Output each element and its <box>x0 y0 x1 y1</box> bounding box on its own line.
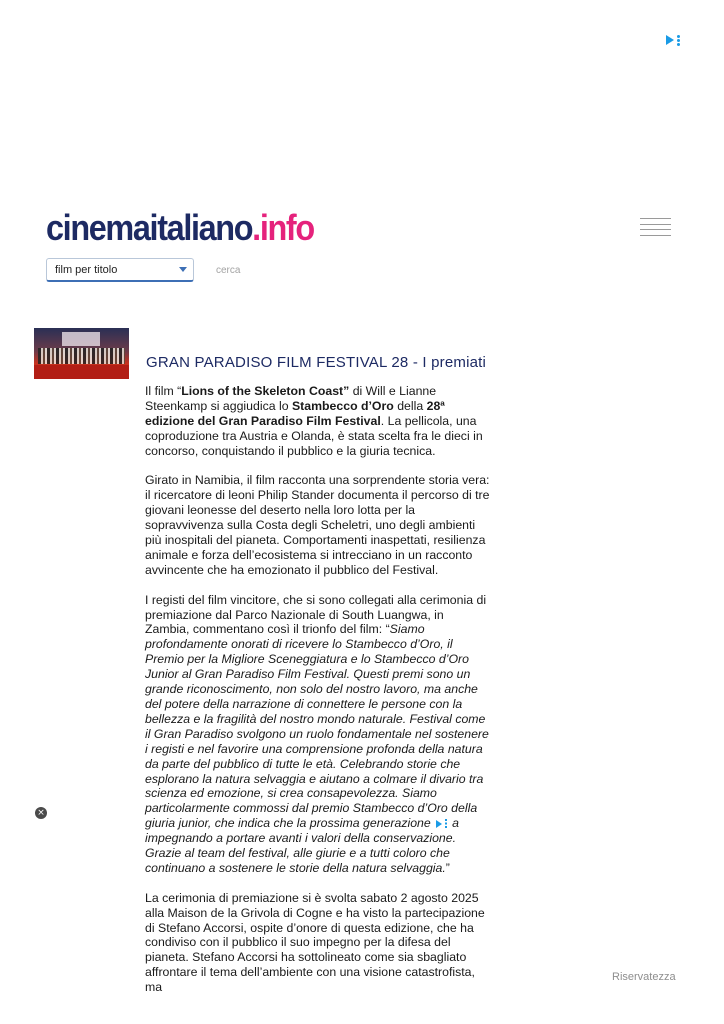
privacy-link[interactable]: Riservatezza <box>612 971 676 983</box>
logo-main-text: cinemaitaliano <box>46 207 253 248</box>
article-thumbnail[interactable] <box>34 328 129 379</box>
logo-ext-text: .info <box>252 207 314 248</box>
ad-options-icon <box>677 35 680 46</box>
search-type-label: film per titolo <box>55 264 118 276</box>
article-paragraph-4: La cerimonia di premiazione si è svolta sabato 2 agosto 2025 alla Maison de la Grivola di Cogne e ha visto la partecipazione di Stefano Accorsi, ospite d’onore di questa edizione, che ha condiviso con il pubblico il suo impegno per la difesa del pianeta. Stefano Accorsi ha sottolineato come sia sbagliato affrontare il tema dell’ambiente con una visione catastrofista, ma <box>145 890 485 995</box>
inline-adchoices-icon[interactable] <box>434 819 452 829</box>
article-paragraph-2: Girato in Namibia, il film racconta una sorprendente storia vera: il ricercatore di leoni Philip Stander documenta il percorso di tre giovani leonesse del deserto nella loro lotta per la sopravvivenza sulla Costa degli Scheletri, uno degli ambienti più inospitali del pianeta. Comportamenti inaspettati, resilienza animale e forza dell’ecosistema si intrecciano in un racconto avvincente che ha emozionato il pubblico del Festival. <box>145 473 490 577</box>
article-paragraph-3: I registi del film vincitore, che si sono collegati alla cerimonia di premiazione dal Parco Nazionale di South Luangwa, in Zambia, commentano così il trionfo del film: “Siamo profondamente onorati di ricevere lo Stambecco d’Oro, il Premio per la Migliore Sceneggiatura e lo Stambecco d’Oro Junior al Gran Paradiso Film Festival. Questi premi sono un grande riconoscimento, non solo del nostro lavoro, ma anche del potere della narrazione di connettere le persone con la bellezza e la fragilità del nostro mondo naturale. Festival come il Gran Paradiso svolgono un ruolo fondamentale nel sostenere i registi e nel favorire una comprensione profonda della natura da parte del pubblico di tutte le età. Celebrando storie che esplorano la natura selvaggia e aiutano a colmare il divario tra scienza ed emozione, si crea consapevolezza. Siamo particolarmente commossi dal premio Stambecco d’Oro della giuria junior, che indica che la prossima generazione a impegnando a portare avanti i valori della conservazione. Grazie al team del festival, alle giurie e a tutti coloro che continuano a sostenere le storie della natura selvaggia.” <box>145 592 489 875</box>
dropdown-arrow-icon <box>179 267 187 272</box>
search-input[interactable] <box>216 262 336 278</box>
menu-icon[interactable] <box>640 218 671 236</box>
article-paragraph-1: Il film “Lions of the Skeleton Coast” di Will e Lianne Steenkamp si aggiudica lo Stambecco d’Oro della 28ª edizione del Gran Paradiso Film Festival. La pellicola, una coproduzione tra Austria e Olanda, è stata scelta fra le dieci in concorso, conquistando il pubblico e la giuria tecnica. <box>145 384 483 458</box>
close-icon[interactable]: × <box>35 807 47 819</box>
adchoices-triangle-icon <box>666 35 674 45</box>
search-type-select[interactable] <box>46 258 194 282</box>
site-logo[interactable] <box>46 206 314 250</box>
article-body <box>145 384 490 1010</box>
adchoices-icon[interactable] <box>666 33 690 47</box>
article-title[interactable]: GRAN PARADISO FILM FESTIVAL 28 - I premiati <box>146 354 487 371</box>
